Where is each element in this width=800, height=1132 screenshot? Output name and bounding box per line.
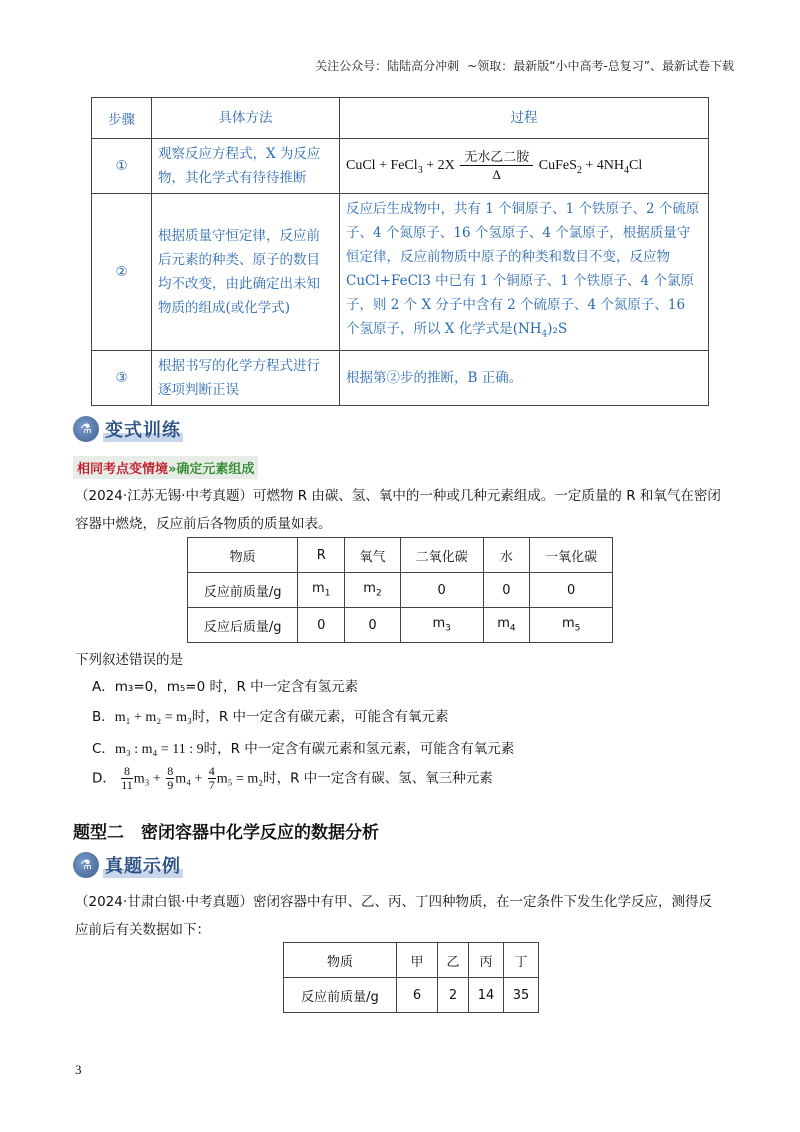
option-label: C． xyxy=(92,741,115,757)
table2-cell: 0 xyxy=(298,608,345,643)
option-label: B． xyxy=(92,709,115,725)
question-1-stem: （2024·江苏无锡·中考真题）可燃物 R 由碳、氢、氧中的一种或几种元素组成。一定质量的 R 和氧气在密闭容器中燃烧，反应前后各物质的质量如表。 xyxy=(75,488,721,532)
table2-cell: $m_5$ xyxy=(530,608,613,643)
option-text: 时，R 中一定含有碳元素和氢元素，可能含有氧元素 xyxy=(203,741,515,757)
table1-step-1: ① xyxy=(92,139,152,194)
option-math: m₄ + xyxy=(175,771,203,787)
section-banner-real-exam xyxy=(73,852,183,878)
option-label: A． xyxy=(92,679,115,695)
section-title: 变式训练 xyxy=(103,416,183,442)
eq-sub: 2 xyxy=(576,165,582,177)
option-math: m₅ = m₂ xyxy=(216,771,264,787)
table3-cell: 35 xyxy=(504,978,539,1013)
double-arrow-icon: » xyxy=(168,462,177,477)
solution-steps-table xyxy=(91,97,709,406)
table2-cell: $m_3$ xyxy=(400,608,483,643)
table1-process-3: 根据第②步的推断，B 正确。 xyxy=(340,350,709,405)
table3-cell: 6 xyxy=(397,978,438,1013)
option-math: m₁ + m₂ = m₃ xyxy=(114,710,192,725)
table3-cell: 14 xyxy=(469,978,504,1013)
table2-header: 氧气 xyxy=(345,538,401,573)
fraction: $\frac{8}{9}$ xyxy=(167,764,174,792)
reaction-condition xyxy=(460,149,533,184)
table2-cell: 0 xyxy=(530,573,613,608)
table3-header: 乙 xyxy=(438,943,469,978)
eq-product-1: CuFeS xyxy=(538,158,577,174)
header-right: ~领取：最新版“小中高考-总复习”、最新试卷下载 xyxy=(467,59,734,73)
option-d[interactable] xyxy=(92,765,493,792)
page-header xyxy=(315,57,734,74)
mass-table xyxy=(187,537,613,643)
option-a[interactable] xyxy=(92,675,358,695)
table1-header-process: 过程 xyxy=(340,98,709,139)
eq-product-2: + 4NH xyxy=(581,158,624,174)
table2-cell: $m_1$ xyxy=(298,573,345,608)
table3-header: 丁 xyxy=(504,943,539,978)
option-b[interactable] xyxy=(92,705,449,726)
table1-method-2: 根据质量守恒定律，反应前后元素的种类、原子的数目均不改变，由此确定出未知物质的组成(或化学式) xyxy=(152,194,340,351)
table3-cell: 2 xyxy=(438,978,469,1013)
flask-icon: ⚗ xyxy=(73,416,99,442)
substance-mass-table xyxy=(283,942,539,1013)
header-left: 关注公众号：陆陆高分冲刺 xyxy=(315,59,460,73)
question-2-stem: （2024·甘肃白银·中考真题）密闭容器中有甲、乙、丙、丁四种物质，在一定条件下发生化学反应，测得反应前后有关数据如下： xyxy=(75,894,712,938)
table1-method-1: 观察反应方程式，X 为反应物，其化学式有待待推断 xyxy=(152,139,340,194)
flask-icon: ⚗ xyxy=(73,852,99,878)
table1-header-step: 步骤 xyxy=(92,98,152,139)
table3-row-label: 反应前质量/g xyxy=(284,978,397,1013)
table2-header: 水 xyxy=(483,538,530,573)
page-number: 3 xyxy=(75,1062,82,1077)
eq-sub: 4 xyxy=(623,165,629,177)
chemical-equation xyxy=(340,139,709,194)
table2-cell: $m_4$ xyxy=(483,608,530,643)
eq-reactant-x: + 2X xyxy=(422,158,455,174)
table1-method-3: 根据书写的化学方程式进行逐项判断正误 xyxy=(152,350,340,405)
fraction: $\frac{8}{11}$ xyxy=(121,764,133,792)
option-text: 时，R 中一定含有碳、氢、氧三种元素 xyxy=(263,770,493,787)
option-c[interactable] xyxy=(92,737,514,758)
table2-cell: 0 xyxy=(483,573,530,608)
table1-process-2 xyxy=(340,194,709,351)
option-text: 时，R 中一定含有碳元素，可能含有氧元素 xyxy=(191,709,449,725)
process-text: 反应后生成物中，共有 1 个铜原子、1 个铁原子、2 个硫原子、4 个氮原子、16 个氢原子、4 个氯原子，根据质量守恒定律，反应前物质中原子的种类和数目不变，反应物 CuCl+FeCl3 中已有 1 个铜原子、1 个铁原子、4 个氯原子，则 2 个 X 分子中含有 2 个硫原子、4 个氮原子、16 个氢原子，所以 X 化学式是(NH xyxy=(346,201,700,337)
table2-row-label: 反应后质量/g xyxy=(188,608,298,643)
table2-row-label: 反应前质量/g xyxy=(188,573,298,608)
table3-header: 丙 xyxy=(469,943,504,978)
table3-header: 甲 xyxy=(397,943,438,978)
condition-heat: Δ xyxy=(492,166,501,182)
table2-header: R xyxy=(298,538,345,573)
fraction: $\frac{4}{7}$ xyxy=(208,764,215,792)
section-title: 真题示例 xyxy=(103,852,183,878)
eq-reactant-1: CuCl + FeCl xyxy=(346,158,418,174)
table2-cell: 0 xyxy=(345,608,401,643)
question-1-prompt: 下列叙述错误的是 xyxy=(75,652,183,668)
eq-sub: 3 xyxy=(417,165,423,177)
process-sub: 4 xyxy=(541,329,548,340)
table2-cell: $m_2$ xyxy=(345,573,401,608)
tag-label: 相同考点变情境 xyxy=(77,462,169,477)
section-banner-variant-practice xyxy=(73,416,183,442)
table1-header-method: 具体方法 xyxy=(152,98,340,139)
tag-topic: 确定元素组成 xyxy=(176,462,255,477)
topic-tag xyxy=(73,456,258,479)
section-heading-type-two: 题型二 密闭容器中化学反应的数据分析 xyxy=(73,823,379,843)
condition-catalyst: 无水乙二胺 xyxy=(460,149,533,166)
table1-step-2: ② xyxy=(92,194,152,351)
table2-header: 一氧化碳 xyxy=(530,538,613,573)
table1-step-3: ③ xyxy=(92,350,152,405)
table3-header: 物质 xyxy=(284,943,397,978)
table2-header: 二氧化碳 xyxy=(400,538,483,573)
eq-product-3: Cl xyxy=(628,158,643,174)
table2-header: 物质 xyxy=(188,538,298,573)
table2-cell: 0 xyxy=(400,573,483,608)
option-math: m₃ + xyxy=(133,771,161,787)
option-math: m₃ : m₄ = 11 : 9 xyxy=(114,742,204,757)
option-label: D． xyxy=(92,770,116,787)
option-text: m₃=0，m₅=0 时，R 中一定含有氢元素 xyxy=(114,679,359,695)
process-end: )₂S xyxy=(547,321,568,337)
